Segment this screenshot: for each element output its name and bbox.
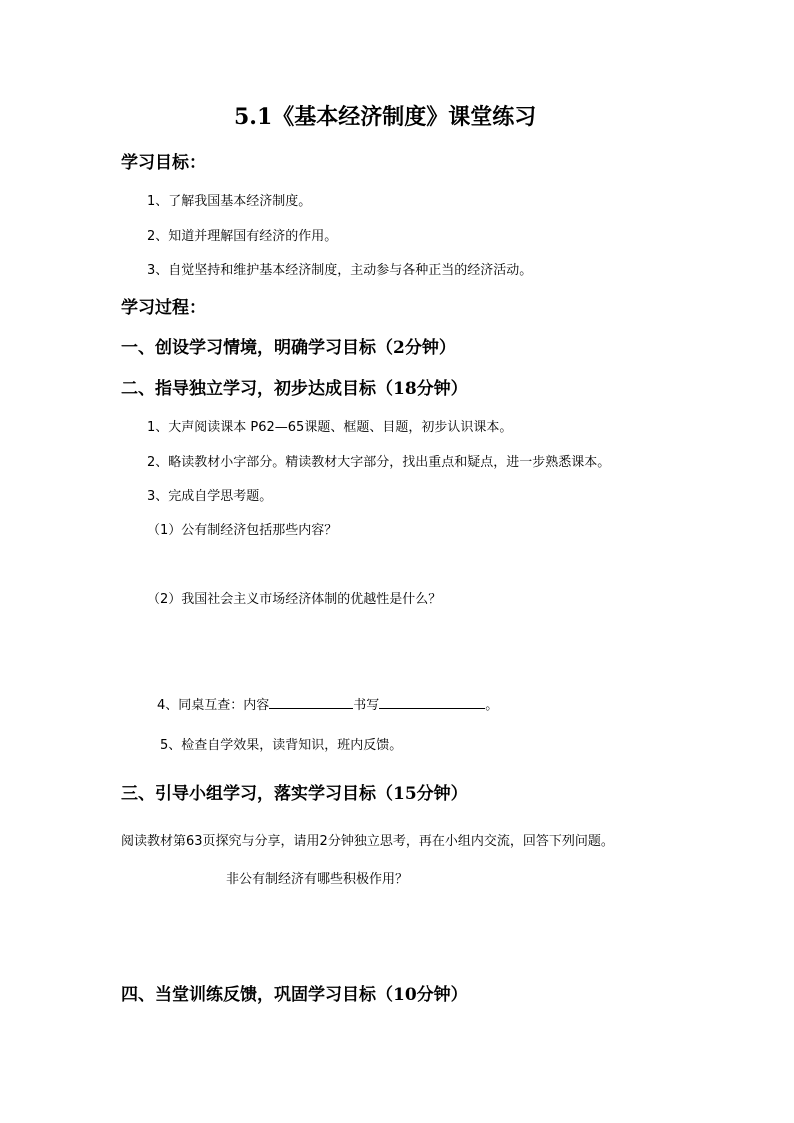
section-3-intro: 阅读教材第63页探究与分享，请用2分钟独立思考，再在小组内交流，回答下列问题。 bbox=[121, 834, 614, 849]
goals-heading: 学习目标： bbox=[121, 153, 206, 173]
item-4-middle: 书写 bbox=[353, 698, 380, 713]
item-4-prefix: 4、同桌互查：内容 bbox=[157, 698, 270, 713]
question-1: （1）公有制经济包括那些内容？ bbox=[147, 523, 338, 538]
section-3-question: 非公有制经济有哪些积极作用？ bbox=[226, 872, 409, 887]
section-2-item-5: 5、检查自学效果，读背知识，班内反馈。 bbox=[160, 738, 403, 753]
writing-blank[interactable] bbox=[379, 697, 485, 709]
section-2-item-4 bbox=[157, 697, 498, 712]
page-title: 5.1《基本经济制度》课堂练习 bbox=[234, 104, 537, 130]
section-3-heading: 三、引导小组学习，落实学习目标（15分钟） bbox=[121, 784, 468, 804]
goal-item-2: 2、知道并理解国有经济的作用。 bbox=[147, 229, 338, 244]
item-4-suffix: 。 bbox=[485, 698, 499, 713]
section-2-item-1: 1、大声阅读课本 P62—65课题、框题、目题，初步认识课本。 bbox=[147, 420, 513, 435]
section-2-item-2: 2、略读教材小字部分。精读教材大字部分，找出重点和疑点，进一步熟悉课本。 bbox=[147, 455, 611, 470]
section-2-item-3: 3、完成自学思考题。 bbox=[147, 489, 273, 504]
section-4-heading: 四、当堂训练反馈，巩固学习目标（10分钟） bbox=[121, 985, 468, 1005]
content-blank[interactable] bbox=[269, 697, 353, 709]
section-2-heading: 二、指导独立学习，初步达成目标（18分钟） bbox=[121, 379, 468, 399]
section-1-heading: 一、创设学习情境，明确学习目标（2分钟） bbox=[121, 338, 456, 358]
question-2: （2）我国社会主义市场经济体制的优越性是什么？ bbox=[147, 592, 442, 607]
goal-item-1: 1、了解我国基本经济制度。 bbox=[147, 194, 312, 209]
process-heading: 学习过程： bbox=[121, 298, 206, 318]
goal-item-3: 3、自觉坚持和维护基本经济制度，主动参与各种正当的经济活动。 bbox=[147, 263, 533, 278]
